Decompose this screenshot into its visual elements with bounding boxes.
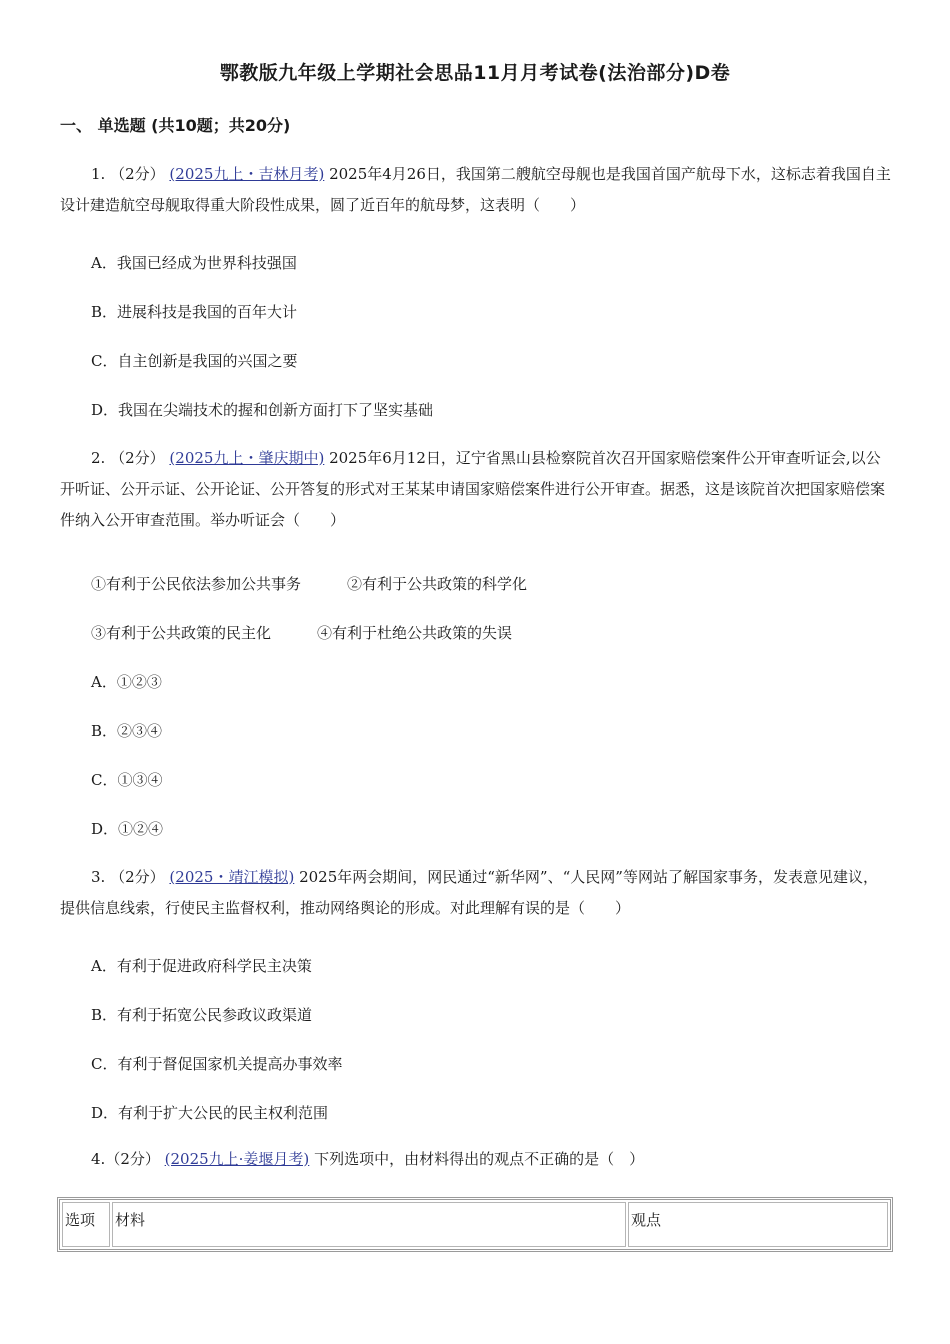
table-header-cell: 选项 bbox=[62, 1202, 110, 1247]
option-d: D．①②④ bbox=[91, 820, 164, 838]
question-source-link[interactable]: (2025・靖江模拟) bbox=[169, 868, 295, 886]
option-b: B．进展科技是我国的百年大计 bbox=[91, 303, 298, 321]
option-d: D．我国在尖端技术的握和创新方面打下了坚实基础 bbox=[91, 401, 434, 419]
question-2-stem bbox=[60, 443, 892, 536]
question-text: 2025年两会期间，网民通过“新华网”、“人民网”等网站了解国家事务，发表意见建议，提供信息线索，行使民主监督权利，推动网络舆论的形成。对此理解有误的是（ ） bbox=[60, 868, 878, 917]
question-score: （2分） bbox=[110, 449, 165, 467]
table-header-row bbox=[62, 1202, 888, 1247]
option-c: C．①③④ bbox=[91, 771, 163, 789]
option-a: A．①②③ bbox=[91, 673, 162, 691]
statement-3: ③有利于公共政策的民主化 bbox=[91, 624, 272, 642]
question-text: 下列选项中，由材料得出的观点不正确的是（ ） bbox=[314, 1150, 645, 1168]
question-1-stem bbox=[60, 159, 892, 221]
statement-row-2 bbox=[91, 622, 512, 643]
question-number: 4. bbox=[91, 1150, 106, 1168]
question-text: 2025年4月26日，我国第二艘航空母舰也是我国首国产航母下水，这标志着我国自主设计建造航空母舰取得重大阶段性成果，圆了近百年的航母梦，这表明（ ） bbox=[60, 165, 891, 214]
question-source-link[interactable]: (2025九上・肇庆期中) bbox=[169, 449, 325, 467]
statement-1: ①有利于公民依法参加公共事务 bbox=[91, 575, 302, 593]
section-heading: 一、 单选题 (共10题；共20分) bbox=[60, 116, 291, 135]
question-source-link[interactable]: (2025九上·姜堰月考) bbox=[164, 1150, 310, 1168]
question-4-table bbox=[57, 1197, 893, 1252]
option-b: B．有利于拓宽公民参政议政渠道 bbox=[91, 1006, 313, 1024]
option-c: C．自主创新是我国的兴国之要 bbox=[91, 352, 298, 370]
question-score: （2分） bbox=[105, 1150, 160, 1168]
table-header-cell: 材料 bbox=[112, 1202, 626, 1247]
option-a: A．有利于促进政府科学民主决策 bbox=[91, 957, 312, 975]
option-c: C．有利于督促国家机关提高办事效率 bbox=[91, 1055, 343, 1073]
question-score: （2分） bbox=[110, 165, 165, 183]
statement-row-1 bbox=[91, 573, 527, 594]
option-d: D．有利于扩大公民的民主权利范围 bbox=[91, 1104, 329, 1122]
statement-2: ②有利于公共政策的科学化 bbox=[347, 575, 528, 593]
table-header-cell: 观点 bbox=[628, 1202, 888, 1247]
option-a: A．我国已经成为世界科技强国 bbox=[91, 254, 297, 272]
question-text: 2025年6月12日，辽宁省黑山县检察院首次召开国家赔偿案件公开审查听证会,以公开听证、公开示证、公开论证、公开答复的形式对王某某申请国家赔偿案件进行公开审查。据悉，这是该院首次把国家赔偿案件纳入公开审查范围。举办听证会（ ） bbox=[60, 449, 886, 529]
question-number: 1. bbox=[91, 165, 106, 183]
page-title: 鄂教版九年级上学期社会思品11月月考试卷(法治部分)D卷 bbox=[219, 62, 731, 84]
statement-4: ④有利于杜绝公共政策的失误 bbox=[317, 624, 513, 642]
question-number: 2. bbox=[91, 449, 106, 467]
question-score: （2分） bbox=[110, 868, 165, 886]
question-source-link[interactable]: (2025九上・吉林月考) bbox=[169, 165, 325, 183]
option-b: B．②③④ bbox=[91, 722, 163, 740]
question-number: 3. bbox=[91, 868, 106, 886]
question-4-stem bbox=[60, 1144, 892, 1175]
question-3-stem bbox=[60, 862, 892, 924]
